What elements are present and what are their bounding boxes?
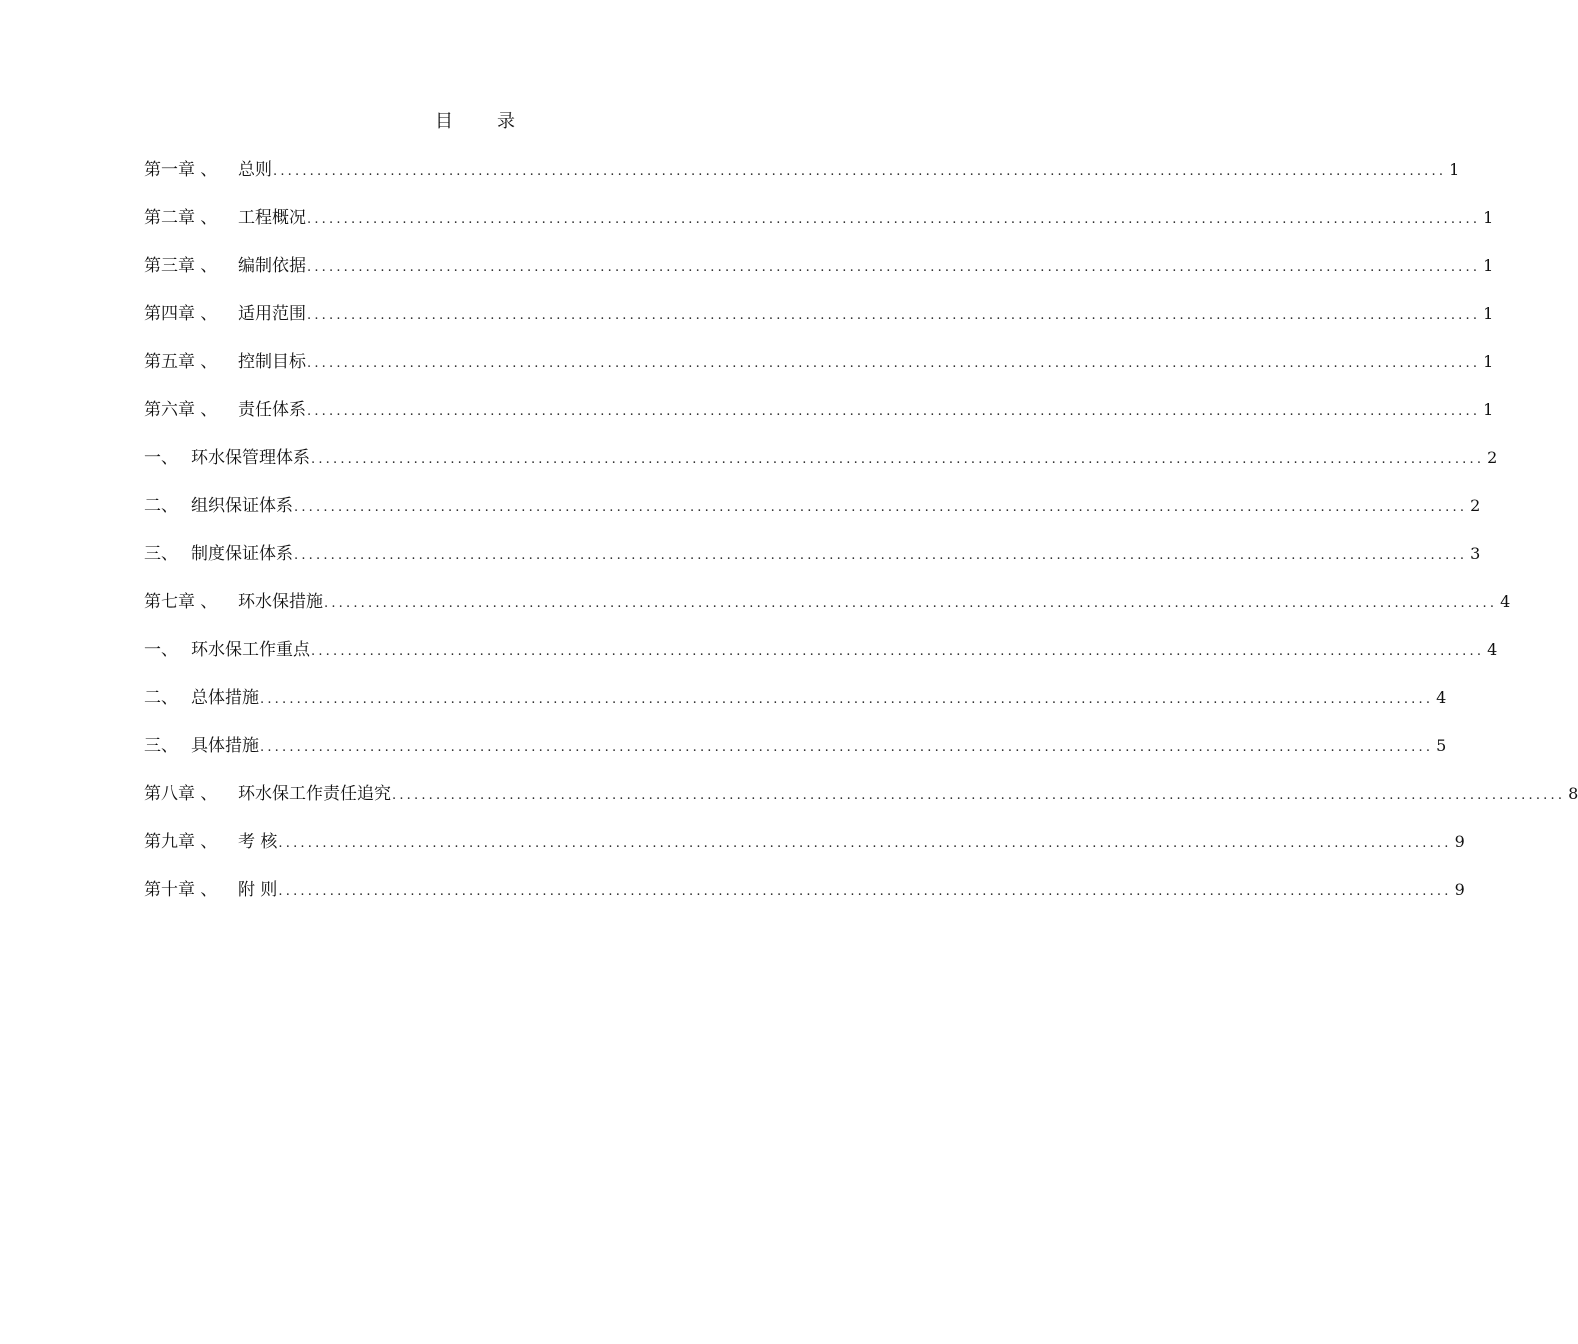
toc-title-left: 目 (435, 111, 453, 132)
toc-entry-title: 附 则 (238, 880, 278, 900)
toc-entry-prefix: 第二章 、 (144, 208, 218, 228)
toc-dot-leader: ................................................................................................................................................................ (392, 788, 1566, 803)
toc-dot-leader: ................................................................................................................................................................ (311, 644, 1485, 659)
toc-entry[interactable] (144, 156, 1460, 204)
toc-entry-page-number: 3 (1470, 544, 1481, 563)
toc-dot-leader: ................................................................................................................................................................ (278, 836, 1452, 851)
toc-entry-prefix: 第七章 、 (144, 592, 218, 612)
toc-entry-prefix: 第十章 、 (144, 880, 218, 900)
toc-entry-title: 工程概况 (238, 208, 306, 228)
toc-entry[interactable] (144, 780, 1578, 828)
toc-dot-leader: ................................................................................................................................................................ (324, 596, 1498, 611)
toc-entry-prefix: 第一章 、 (144, 160, 218, 180)
toc-dot-leader: ................................................................................................................................................................ (307, 260, 1481, 275)
toc-entry-title: 制度保证体系 (191, 544, 293, 564)
toc-entry-page-number: 1 (1483, 208, 1494, 227)
toc-entry[interactable] (144, 396, 1494, 444)
toc-entry-prefix: 第三章 、 (144, 256, 218, 276)
toc-entry-title: 适用范围 (238, 304, 306, 324)
toc-entry[interactable] (144, 732, 1447, 780)
toc-entry[interactable] (144, 636, 1498, 684)
toc-dot-leader: ................................................................................................................................................................ (307, 356, 1481, 371)
toc-entry-prefix: 第四章 、 (144, 304, 218, 324)
toc-entry[interactable] (144, 540, 1481, 588)
toc-entry-page-number: 4 (1500, 592, 1511, 611)
toc-entry[interactable] (144, 828, 1465, 876)
toc-entry-prefix: 二、 (144, 496, 178, 516)
toc-entry-page-number: 9 (1454, 832, 1465, 851)
toc-entry-prefix: 第八章 、 (144, 784, 218, 804)
toc-entry-title: 责任体系 (238, 400, 306, 420)
toc-dot-leader: ................................................................................................................................................................ (294, 500, 1468, 515)
toc-entry[interactable] (144, 444, 1498, 492)
toc-entry[interactable] (144, 876, 1465, 924)
toc-entry[interactable] (144, 492, 1481, 540)
toc-entry[interactable] (144, 588, 1511, 636)
toc-entry-title: 控制目标 (238, 352, 306, 372)
toc-list (144, 156, 1578, 924)
toc-entry-title: 环水保工作责任追究 (238, 784, 391, 804)
toc-entry-page-number: 1 (1483, 256, 1494, 275)
toc-entry-page-number: 4 (1436, 688, 1447, 707)
toc-entry[interactable] (144, 204, 1494, 252)
toc-dot-leader: ................................................................................................................................................................ (294, 548, 1468, 563)
toc-entry-page-number: 2 (1470, 496, 1481, 515)
toc-entry[interactable] (144, 300, 1494, 348)
toc-entry[interactable] (144, 252, 1494, 300)
toc-title-right: 录 (497, 111, 515, 132)
toc-entry-prefix: 第九章 、 (144, 832, 218, 852)
toc-dot-leader: ................................................................................................................................................................ (260, 740, 1434, 755)
toc-entry-title: 总则 (238, 160, 272, 180)
toc-entry-prefix: 三、 (144, 544, 178, 564)
toc-entry-prefix: 第六章 、 (144, 400, 218, 420)
toc-entry-page-number: 1 (1483, 400, 1494, 419)
toc-entry-page-number: 9 (1454, 880, 1465, 899)
toc-entry-page-number: 8 (1568, 784, 1578, 803)
toc-entry-page-number: 1 (1483, 352, 1494, 371)
toc-title (0, 108, 950, 136)
toc-entry-page-number: 4 (1487, 640, 1498, 659)
toc-entry-page-number: 1 (1449, 160, 1460, 179)
toc-entry-title: 具体措施 (191, 736, 259, 756)
toc-entry[interactable] (144, 348, 1494, 396)
toc-entry-page-number: 5 (1436, 736, 1447, 755)
toc-dot-leader: ................................................................................................................................................................ (307, 308, 1481, 323)
toc-entry-title: 环水保管理体系 (191, 448, 310, 468)
toc-entry-page-number: 1 (1483, 304, 1494, 323)
toc-dot-leader: ................................................................................................................................................................ (307, 404, 1481, 419)
toc-entry-prefix: 三、 (144, 736, 178, 756)
toc-entry-prefix: 第五章 、 (144, 352, 218, 372)
toc-entry-prefix: 二、 (144, 688, 178, 708)
toc-entry[interactable] (144, 684, 1447, 732)
toc-dot-leader: ................................................................................................................................................................ (260, 692, 1434, 707)
toc-entry-title: 考 核 (238, 832, 278, 852)
toc-entry-title: 组织保证体系 (191, 496, 293, 516)
toc-dot-leader: ................................................................................................................................................................ (307, 212, 1481, 227)
toc-dot-leader: ................................................................................................................................................................ (311, 452, 1485, 467)
toc-entry-title: 总体措施 (191, 688, 259, 708)
toc-entry-title: 编制依据 (238, 256, 306, 276)
toc-dot-leader: ................................................................................................................................................................ (278, 884, 1452, 899)
toc-entry-title: 环水保工作重点 (191, 640, 310, 660)
toc-dot-leader: ................................................................................................................................................................ (273, 164, 1447, 179)
toc-entry-title: 环水保措施 (238, 592, 323, 612)
toc-entry-prefix: 一、 (144, 640, 178, 660)
toc-entry-prefix: 一、 (144, 448, 178, 468)
toc-entry-page-number: 2 (1487, 448, 1498, 467)
